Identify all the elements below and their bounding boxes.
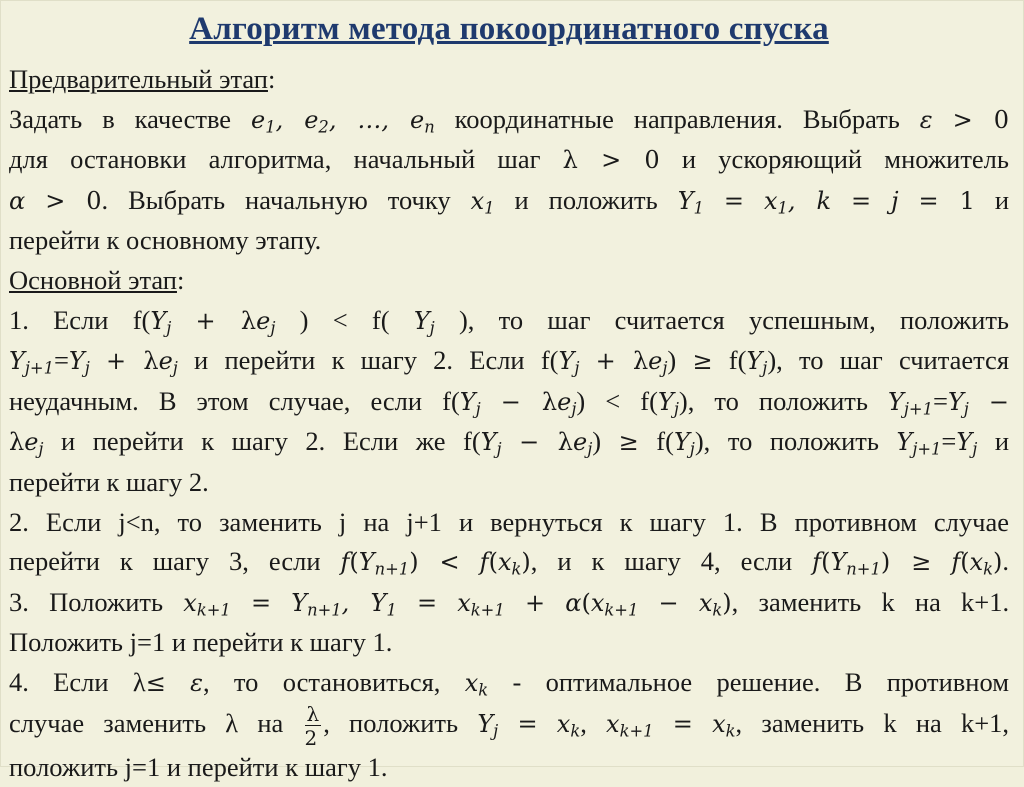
main-heading-line: Основной этап: [9,261,1009,301]
step4-line-1: 4. Если λ≤ ε, то остановиться, $x_k$ - оптимальное решение. В противном [9,663,1009,704]
step4-line-2: случае заменить λ на $\frac{\lambda}{2}$ , положить $Y_j = x_k$, $x_{k+1} = x_k$, заменить k на k+1, [9,704,1009,748]
main-heading: Основной этап [9,265,177,295]
prelim-line-1: Задать в качестве $e_1$, $e_2$, …, $e_n$ координатные направления. Выбрать ε > 0 [9,100,1009,141]
prelim-heading-line: Предварительный этап: [9,60,1009,100]
step3-line-1: 3. Положить $x_{k+1} = Y_{n+1}$, $Y_1 = x_{k+1} + \alpha(x_{k+1} - x_k)$, заменить k на k+1. [9,583,1009,624]
prelim-line-4: перейти к основному этапу. [9,221,1009,261]
step1-line-3: неудачным. В этом случае, если $f(Y_j - \lambda e_j) < f(Y_j)$, то положить $Y_{j+1}=Y_j$ − [9,382,1009,423]
lambda-half-fraction: $\frac{\lambda}{2}$ [305,704,322,748]
prelim-heading: Предварительный этап [9,64,268,94]
step1-line-2: $Y_{j+1}=Y_j + \lambda e_j$ и перейти к шагу 2. Если $f(Y_j + \lambda e_j) \ge f(Y_j)$, то шаг считается [9,341,1009,382]
prelim-line-2: для остановки алгоритма, начальный шаг λ > 0 и ускоряющий множитель [9,140,1009,181]
step4-line-3: положить j=1 и перейти к шагу 1. [9,748,1009,787]
step1-line-1: 1. Если $f(Y_j + \lambda e_j$ ) < f( $Y_j$ ), то шаг считается успешным, положить [9,301,1009,342]
prelim-line-3: α > 0. Выбрать начальную точку $x_1$ и положить $Y_1 = x_1$, k = j = 1 и [9,181,1009,222]
step2-line-2: перейти к шагу 3, если $f(Y_{n+1}) < f(x_k)$, и к шагу 4, если $f(Y_{n+1}) \ge f(x_k)$. [9,542,1009,583]
step3-line-2: Положить j=1 и перейти к шагу 1. [9,623,1009,663]
step2-line-1: 2. Если j<n, то заменить j на j+1 и вернуться к шагу 1. В противном случае [9,503,1009,543]
step1-line-4: $\lambda e_j$ и перейти к шагу 2. Если же $f(Y_j - \lambda e_j) \ge f(Y_j)$, то положить $Y_{j+1}=Y_j$ и [9,422,1009,463]
slide-title: Алгоритм метода покоординатного спуска [9,11,1009,48]
algorithm-text [9,60,1009,787]
step1-line-5: перейти к шагу 2. [9,463,1009,503]
